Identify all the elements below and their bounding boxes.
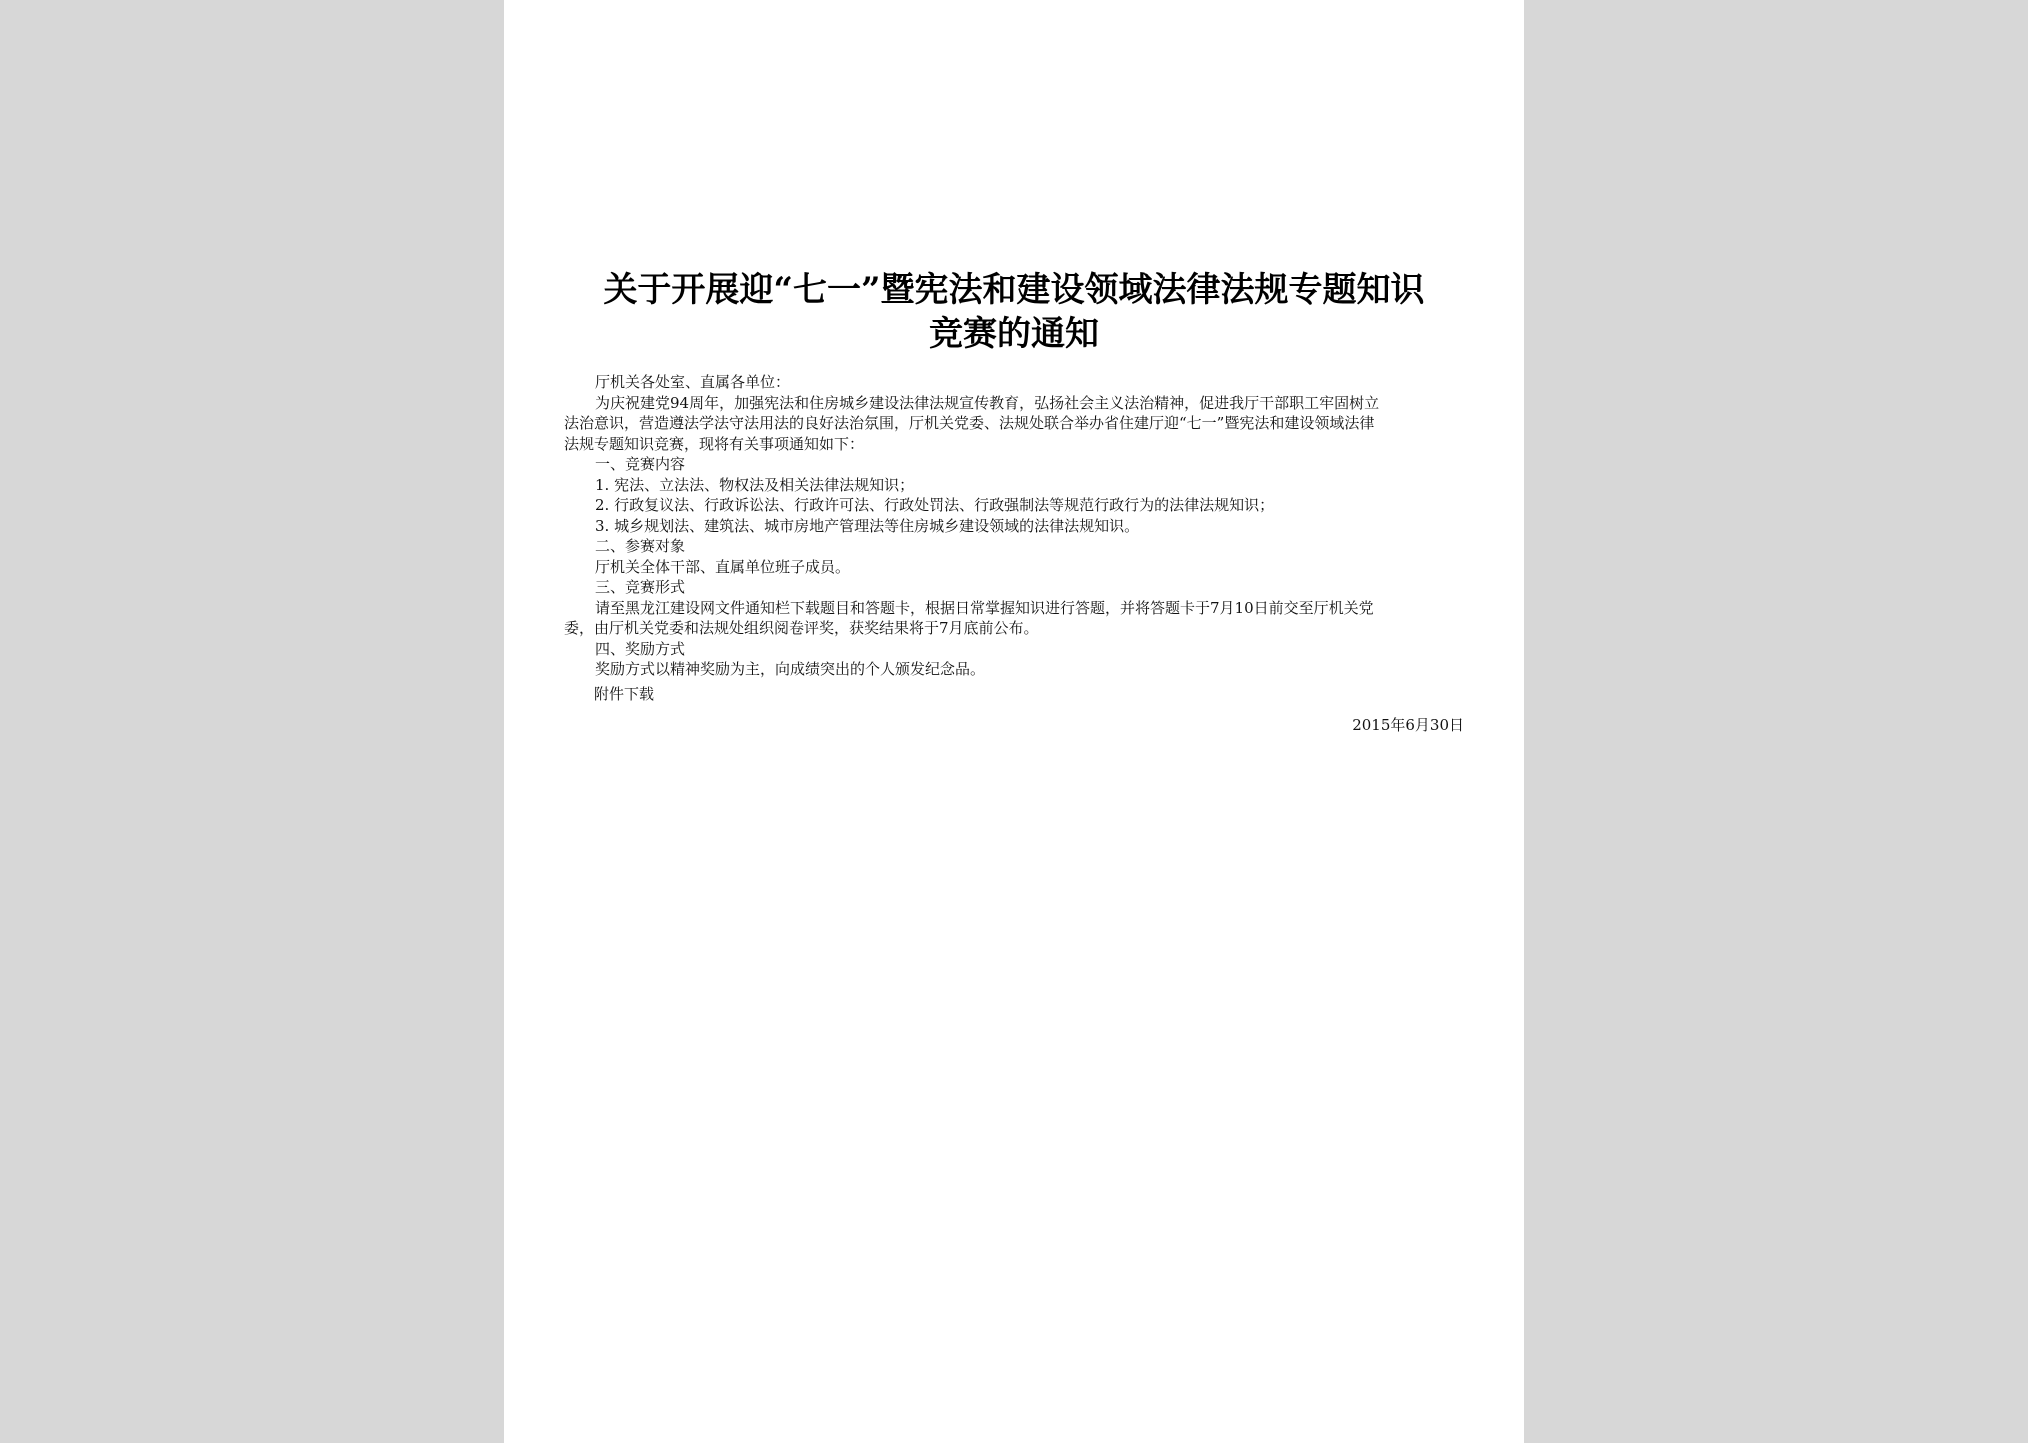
intro-line-1: 为庆祝建党94周年，加强宪法和住房城乡建设法律法规宣传教育，弘扬社会主义法治精神，促进我厅干部职工牢固树立 xyxy=(595,393,1380,412)
document-body xyxy=(564,372,1464,704)
document-date: 2015年6月30日 xyxy=(1352,716,1464,734)
salutation: 厅机关各处室、直属各单位： xyxy=(595,373,791,391)
section-3-heading: 三、竞赛形式 xyxy=(595,578,686,596)
section-1-item-2: 2. 行政复议法、行政诉讼法、行政许可法、行政处罚法、行政强制法等规范行政行为的法律法规知识； xyxy=(595,496,1275,514)
intro-line-3: 法规专题知识竞赛，现将有关事项通知如下： xyxy=(564,434,865,453)
section-3-line-2: 委，由厅机关党委和法规处组织阅卷评奖，获奖结果将于7月底前公布。 xyxy=(564,619,1039,637)
title-line-2: 竞赛的通知 xyxy=(929,314,1099,354)
section-1-item-3: 3. 城乡规划法、建筑法、城市房地产管理法等住房城乡建设领域的法律法规知识。 xyxy=(595,516,1140,535)
attachment-download-link[interactable]: 附件下载 xyxy=(594,684,655,703)
section-3-line-1: 请至黑龙江建设网文件通知栏下载题目和答题卡，根据日常掌握知识进行答题，并将答题卡于7月10日前交至厅机关党 xyxy=(595,598,1374,617)
section-2-heading: 二、参赛对象 xyxy=(595,537,686,555)
section-1-item-1: 1. 宪法、立法法、物权法及相关法律法规知识； xyxy=(595,475,915,494)
document-title xyxy=(564,268,1464,356)
document-page xyxy=(504,0,1524,1443)
section-4-heading: 四、奖励方式 xyxy=(595,639,686,658)
intro-line-2: 法治意识，营造遵法学法守法用法的良好法治氛围，厅机关党委、法规处联合举办省住建厅迎“七一”暨宪法和建设领域法律 xyxy=(564,414,1375,432)
section-4-text: 奖励方式以精神奖励为主，向成绩突出的个人颁发纪念品。 xyxy=(595,660,986,678)
section-2-text: 厅机关全体干部、直属单位班子成员。 xyxy=(595,557,851,576)
title-line-1: 关于开展迎“七一”暨宪法和建设领域法律法规专题知识 xyxy=(603,270,1425,310)
section-1-heading: 一、竞赛内容 xyxy=(595,455,686,473)
